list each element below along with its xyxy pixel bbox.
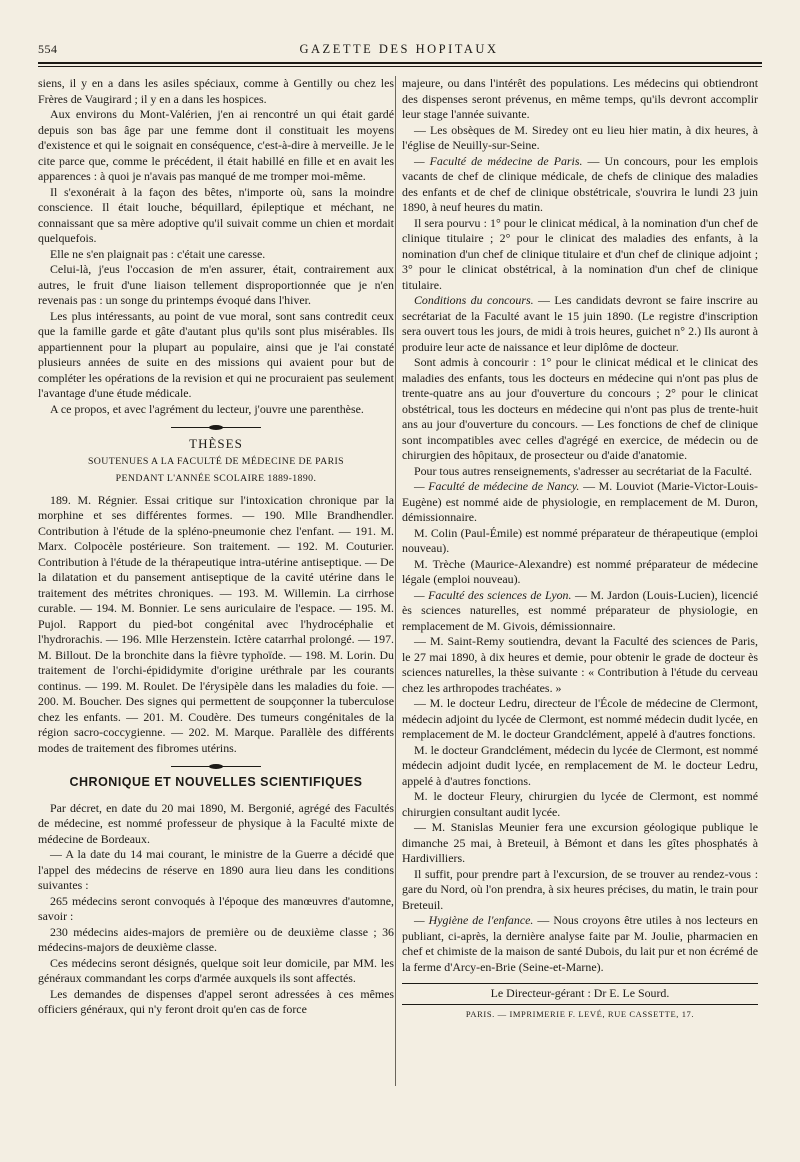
page-number: 554 <box>38 42 58 56</box>
news-item <box>402 913 758 975</box>
item-lead: — Faculté de médecine de Paris. <box>414 153 583 168</box>
theses-subheading-year: PENDANT L'ANNÉE SCOLAIRE 1889-1890. <box>115 473 317 484</box>
paragraph: siens, il y en a dans les asiles spéciaux, comme à Gentilly ou chez les Frères de Vaugirard ; il y en a dans les hospices. <box>38 76 394 106</box>
item-lead: Conditions du concours. <box>414 293 534 307</box>
news-item: Par décret, en date du 20 mai 1890, M. Bergonié, agrégé des Facultés de médecine, est nommé professeur de physique à la Faculté mixte de médecine de Bordeaux. <box>38 800 394 846</box>
item-text: — Les candidats devront se faire inscrire au secrétariat de la Faculté avant le 15 juin 1890. (Le registre d'inscription sera ouvert tous les jours, de midi à trois heures, guichet n° 2.) Ils auront à produire leur acte de naissance et leur diplôme de docteur. <box>402 293 758 354</box>
paragraph: Aux environs du Mont-Valérien, j'en ai rencontré un qui était gardé depuis son bas âge par une femme dont il constituait les moyens d'existence et qui le soignait en conséquence, c'est-à-dire à merveille. Je le cite parce que, comme le précédent, il était habillé en fille et en avait les apparences : à quoi je n'avais pas manqué de me tromper moi-même. <box>38 107 394 183</box>
news-item: — M. Stanislas Meunier fera une excursion géologique publique le dimanche 25 mai, à Breteuil, à Bémont et dans les gîtes phosphatés à Hardivilliers. <box>402 820 758 865</box>
item-lead: — Hygiène de l'enfance. <box>414 913 534 927</box>
printer-line: PARIS. — IMPRIMERIE F. LEVÉ, RUE CASSETTE, 17. <box>402 1004 758 1023</box>
paragraph: Elle ne s'en plaignait pas : c'était une caresse. <box>50 246 266 261</box>
section-separator <box>171 427 261 428</box>
footer-rule <box>402 983 758 984</box>
news-item: M. le docteur Fleury, chirurgien du lycée de Clermont, est nommé chirurgien consultant audit lycée. <box>402 789 758 819</box>
news-item: Sont admis à concourir : 1° pour le clinicat médical et le clinicat des maladies des enfants, tous les docteurs en médecine qui n'ont pas plus de trente-quatre ans au jour d'ouverture du concours ; 2° pour le clinicat obstétrical, tous les docteurs en médecine qui n'ont pas plus de trente-huit ans au jour d'ouverture du concours. — Les fonctions de chef de clinique sont incompatibles avec celles d'agrégé en exercice, de médecin ou de chirurgien des hôpitaux, de prosecteur ou d'aide d'anatomie. <box>402 355 758 462</box>
news-item: M. le docteur Grandclément, médecin du lycée de Clermont, est nommé médecin adjoint dudit lycée, en remplacement de M. le docteur Ledru, appelé à d'autres fonctions. <box>402 742 758 788</box>
news-item: — M. Saint-Remy soutiendra, devant la Faculté des sciences de Paris, le 27 mai 1890, à dix heures et demie, pour obtenir le grade de docteur ès sciences naturelles, la thèse suivante : « Contribution à l'étude du cerveau chez les arthropodes trachéates. » <box>402 634 758 695</box>
theses-list: 189. M. Régnier. Essai critique sur l'intoxication chronique par la morphine et ses différentes formes. — 190. Mlle Brandhendler. Contribution à l'étude de la spléno-pneumonie chez l'enfant. — 191. M. Marx. Colpocèle postérieure. Son traitement. — 192. M. Couturier. Contribution à l'étude de la thérapeutique intra-utérine antiseptique. — De la dilatation et du pansement antiseptique de la cavité utérine dans le traitement des métrites chroniques. — 193. M. Willemin. La cirrhose curable. — 194. M. Bonnier. Le sens auriculaire de l'espace. — 195. M. Pujol. Rapport du pied-bot congénital avec l'hydrocéphalie et l'hydrorachis. — 196. Mlle Herzenstein. Ictère catarrhal prolongé. — 197. M. Billout. De la bronchite dans la fièvre typhoïde. — 198. M. Lorin. Du traitement de l'orchi-épididymite d'origine uréthrale par les courants continus. — 199. M. Roulet. De l'érysipèle dans les maladies du foie. — 200. M. Boucher. Des signes qui permettent de soupçonner la tuberculose chez les enfants. — 201. M. Coudère. Des tumeurs congénitales de la région sacro-coccygienne. — 202. M. Marque. Parallèle des différents modes de traitement des fibromes utérins. <box>38 492 394 755</box>
news-item <box>402 479 758 526</box>
news-item: — Les obsèques de M. Siredey ont eu lieu hier matin, à dix heures, à l'église de Neuilly-sur-Seine. <box>402 122 758 152</box>
news-item: Pour tous autres renseignements, s'adresser au secrétariat de la Faculté. <box>414 463 752 478</box>
news-item <box>402 588 758 635</box>
paragraph: Il s'exonérait à la façon des bêtes, n'importe où, sans la moindre conscience. Il était louche, béquillard, épileptique et méchant, ne connaissant que sa mère adoptive qu'il suivait comme un chien et mordait quelquefois. <box>38 184 394 245</box>
director-signature: Le Directeur-gérant : Dr E. Le Sourd. <box>490 986 670 1000</box>
news-item <box>402 293 758 355</box>
news-item: Il suffit, pour prendre part à l'excursion, de se trouver au rendez-vous : gare du Nord, où l'on prendra, à six heures précises, du matin, le train pour Breteuil. <box>402 866 758 912</box>
news-item: 230 médecins aides-majors de première ou de deuxième classe ; 36 médecins-majors de deuxième classe. <box>38 924 394 954</box>
chronique-heading: CHRONIQUE ET NOUVELLES SCIENTIFIQUES <box>69 775 363 789</box>
journal-title: GAZETTE DES HOPITAUX <box>299 42 499 56</box>
news-item <box>402 154 758 216</box>
news-item: Les demandes de dispenses d'appel seront adressées à ces mêmes officiers généraux, qui n'y feront droit qu'en cas de force <box>38 986 394 1016</box>
news-item: M. Trèche (Maurice-Alexandre) est nommé préparateur de médecine légale (emploi nouveau). <box>402 556 758 586</box>
header-rule-thin <box>38 66 762 67</box>
news-item: — A la date du 14 mai courant, le ministre de la Guerre a décidé que l'appel des médecins de réserve en 1890 aura lieu dans les conditions suivantes : <box>38 847 394 892</box>
section-separator <box>171 766 261 767</box>
page-header <box>38 42 760 64</box>
item-text: — M. Jardon (Louis-Lucien), licencié ès sciences naturelles, est nommé préparateur de physiologie, en remplacement de M. Givois, démissionnaire. <box>402 587 759 633</box>
header-rule <box>38 62 762 64</box>
theses-subheading: SOUTENUES A LA FACULTÉ DE MÉDECINE DE PARIS <box>87 455 345 467</box>
paragraph: A ce propos, et avec l'agrément du lecteur, j'ouvre une parenthèse. <box>50 401 364 416</box>
paragraph: majeure, ou dans l'intérêt des populations. Les médecins qui obtiendront des dispenses seront prévenus, en même temps, qu'ils devront accomplir leur stage l'année suivante. <box>402 76 758 121</box>
news-item: M. Colin (Paul-Émile) est nommé préparateur de thérapeutique (emploi nouveau). <box>402 525 758 555</box>
news-item: Ces médecins seront désignés, quelque soit leur domicile, par MM. les généraux commandant les corps d'armée auxquels ils sont affectés. <box>38 955 394 985</box>
item-text: — Un concours, pour les emplois vacants de chef de clinique médicale, de chefs de clinique des maladies des enfants et de chef de clinique obstétricale, s'ouvrira le lundi 23 juin 1890, à neuf heures du matin. <box>402 153 758 214</box>
column-divider <box>395 76 396 1086</box>
item-text: — M. Louviot (Marie-Victor-Louis-Eugène) est nommé aide de physiologie, en remplacement de M. Duron, démissionnaire. <box>402 479 758 524</box>
item-lead: — Faculté des sciences de Lyon. <box>414 587 572 602</box>
news-item: 265 médecins seront convoqués à l'époque des manœuvres d'automne, savoir : <box>38 893 394 923</box>
theses-heading: THÈSES <box>189 436 243 451</box>
left-column <box>38 76 394 1018</box>
news-item: Il sera pourvu : 1° pour le clinicat médical, à la nomination d'un chef de clinique titulaire ; 2° pour le clinicat des maladies des enfants, à la nomination d'un chef de clinique titulaire et d'un chef de clinique adjoint ; 3° pour le clinicat obstétrical, à la nomination d'un chef de clinique titulaire. <box>402 215 758 292</box>
paragraph: Les plus intéressants, au point de vue moral, sont sans contredit ceux que la famille garde et gâte d'autant plus qu'ils sont plus misérables. Ils appartiennent pour la plupart au populaire, ainsi que je l'ai constaté plusieurs années de suite en des missions qui avaient pour but de compléter les opérations de la revision et qui ne procuraient pas seulement l'avantage d'une étude médicale. <box>38 308 394 400</box>
item-text: — Nous croyons être utiles à nos lecteurs en publiant, ci-après, la dernière analyse faite par M. Joulie, pharmacien en chef et chimiste de la maison de santé Dubois, du lait pur et non écrémé de la ferme d'Arcy-en-Brie (Seine-et-Marne). <box>402 913 759 974</box>
item-lead: — Faculté de médecine de Nancy. <box>414 479 580 493</box>
right-column <box>402 76 758 1022</box>
news-item: — M. le docteur Ledru, directeur de l'École de médecine de Clermont, médecin adjoint du lycée de Clermont, est nommé médecin dudit lycée, en remplacement de M. le docteur Grandclément, appelé à d'autres fonctions. <box>402 696 758 741</box>
paragraph: Celui-là, j'eus l'occasion de m'en assurer, était, contrairement aux autres, le fruit d'une liaison tellement disproportionnée que je n'en revenais pas : un songe du printemps évoqué dans l'hiver. <box>38 262 394 307</box>
